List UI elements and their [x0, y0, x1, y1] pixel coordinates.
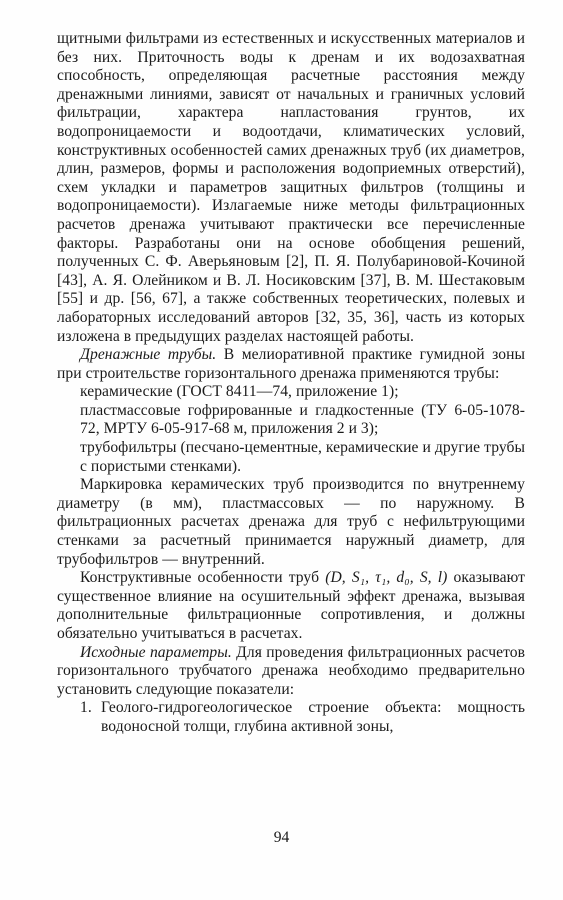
paragraph-pipe-marking: Маркировка керамических труб производится по внутреннему диаметру (в мм), пластмассовых — по наружному. В фильтрационных расчетах дренажа для труб с нефильтрующими стенками за расчетный принимается наружный диаметр, для трубофильтров — внутренний. — [57, 476, 525, 568]
design-features-lead: Конструктивные особенности труб — [80, 569, 326, 587]
list-item-pipe-filters: трубофильтры (песчано-цементные, керамические и другие трубы с пористыми стенками). — [80, 439, 525, 475]
page-number: 94 — [273, 829, 290, 846]
numbered-item-number: 1. — [80, 699, 92, 717]
drainage-pipes-intro: В мелиоративной практике гумидной зоны при строительстве горизонтального дренажа применяются трубы: — [57, 346, 526, 382]
heading-drainage-pipes: Дренажные трубы. — [80, 346, 217, 364]
initial-parameters-text: Для проведения фильтрационных расчетов горизонтального трубчатого дренажа необходимо предварительно установить следующие показатели: — [57, 643, 525, 698]
paragraph-design-features — [57, 569, 525, 643]
list-item-ceramic-pipes: керамические (ГОСТ 8411—74, приложение 1); — [80, 383, 399, 401]
numbered-item-text: Геолого-гидрогеологическое строение объекта: мощность водоносной толщи, глубина активной зоны, — [101, 699, 525, 735]
paragraph-filtration-factors: щитными фильтрами из естественных и искусственных материалов и без них. Приточность воды к дренам и их водозахватная способность, определяющая расчетные расстояния между дренажными линиями, зависят от начальных и граничных условий фильтрации, характера напластования грунтов, их водопроницаемости и водоотдачи, климатических условий, конструктивных особенностей самих дренажных труб (их диаметров, длин, размеров, формы и расположения водоприемных отверстий), схем укладки и параметров защитных фильтров (толщины и водопроницаемости). Излагаемые ниже методы фильтрационных расчетов дренажа учитывают практически все перечисленные факторы. Разработаны они на основе обобщения решений, полученных С. Ф. Аверьяновым [2], П. Я. Полубариновой-Кочиной [43], А. Я. Олейником и В. Л. Носиковским [37], В. М. Шестаковым [55] и др. [56, 67], а также собственных теоретических, полевых и лабораторных исследований авторов [32, 35, 36], часть из которых изложена в предыдущих разделах настоящей работы. — [57, 30, 525, 345]
design-features-rest: оказывают существенное влияние на осушительный эффект дренажа, вызывая дополнительные фильтрационные сопротивления, и должны обязательно учитываться в расчетах. — [57, 569, 525, 642]
paragraph-initial-parameters — [57, 644, 525, 700]
paragraph-drainage-pipes — [57, 346, 525, 383]
numbered-item-geology — [57, 699, 525, 736]
design-parameters-formula: (D, S₁, τ₁, d₀, S, l) — [325, 569, 448, 587]
page-body-text — [57, 30, 525, 737]
list-item-plastic-pipes: пластмассовые гофрированные и гладкостенные (ТУ 6-05-1078-72, МРТУ 6-05-917-68 м, приложения 2 и 3); — [80, 401, 525, 438]
heading-initial-parameters: Исходные параметры. — [80, 643, 232, 661]
